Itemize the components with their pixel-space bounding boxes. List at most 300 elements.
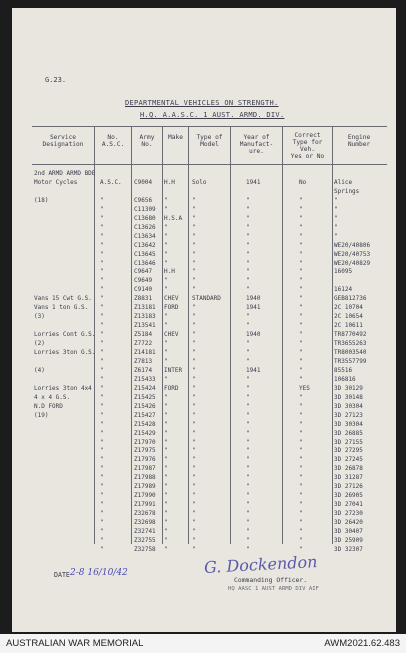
cell-army: C13645 <box>134 250 156 258</box>
cell-engine: 3D 27230 <box>334 510 363 518</box>
cell-army: Z14181 <box>134 349 156 356</box>
cell-engine: 3D 30148 <box>334 393 363 401</box>
cell-engine: 2C 10611 <box>334 322 363 330</box>
cell-no: " <box>100 286 104 294</box>
cell-no: " <box>100 196 104 204</box>
cell-engine: 3D 26420 <box>334 519 363 527</box>
cell-year: " <box>246 519 250 527</box>
cell-army: Z17975 <box>134 447 156 455</box>
archive-caption-bar <box>0 634 406 653</box>
file-reference: G.23. <box>45 76 67 84</box>
cell-engine: 3D 30304 <box>334 420 363 428</box>
cell-engine: " <box>334 196 338 204</box>
cell-no: " <box>100 545 104 553</box>
cell-army: Z15433 <box>134 375 156 383</box>
cell-correct: " <box>299 286 303 294</box>
cell-correct: " <box>299 322 303 330</box>
cell-year: " <box>246 447 250 455</box>
cell-correct: YES <box>299 384 310 392</box>
cell-type: " <box>192 375 196 383</box>
archive-name: AUSTRALIAN WAR MEMORIAL <box>6 638 144 649</box>
table-row <box>12 251 396 260</box>
cell-year: 1940 <box>246 295 261 303</box>
cell-army: Z5184 <box>134 331 153 339</box>
cell-engine: WE20/40829 <box>334 259 371 267</box>
cell-army: Z15429 <box>134 429 156 437</box>
cell-no: " <box>100 295 104 303</box>
cell-no: " <box>100 241 104 249</box>
cell-no: " <box>100 349 104 356</box>
cell-army: C13646 <box>134 259 156 267</box>
cell-year: 1941 <box>246 178 261 186</box>
cell-year: " <box>246 232 250 240</box>
table-row <box>12 430 396 439</box>
cell-army: C9140 <box>134 286 153 294</box>
cell-year: " <box>246 420 250 428</box>
cell-no: " <box>100 474 104 482</box>
cell-make: " <box>164 429 168 437</box>
cell-year: " <box>246 205 250 213</box>
table-row <box>12 519 396 528</box>
cell-type: " <box>192 250 196 258</box>
cell-correct: " <box>299 349 303 356</box>
cell-army: Z17990 <box>134 492 156 500</box>
table-row <box>12 179 396 188</box>
cell-year: " <box>246 429 250 437</box>
cell-engine: GEB812736 <box>334 295 367 303</box>
table-row <box>12 215 396 224</box>
cell-army: C9004 <box>134 178 153 186</box>
cell-army: C13626 <box>134 223 156 231</box>
cell-engine: 3D 32307 <box>334 545 363 553</box>
cell-engine: TR8770492 <box>334 331 367 339</box>
cell-no: " <box>100 492 104 500</box>
table-row <box>12 349 396 358</box>
cell-make: " <box>164 492 168 500</box>
cell-army: C9647 <box>134 268 153 276</box>
cell-make: CHEV <box>164 295 179 303</box>
cell-correct: " <box>299 205 303 213</box>
cell-army: Z13541 <box>134 322 156 330</box>
table-row <box>12 501 396 510</box>
cell-designation: Vans 1 ton G.S. <box>34 304 89 312</box>
handwritten-date: 2-8 16/10/42 <box>70 568 128 578</box>
cell-army: Z7722 <box>134 340 153 348</box>
cell-year: " <box>246 375 250 383</box>
cell-designation: N.D FORD <box>34 402 63 410</box>
cell-no: " <box>100 304 104 312</box>
table-row <box>12 233 396 242</box>
cell-make: " <box>164 196 168 204</box>
table-row <box>12 170 396 179</box>
cell-year: " <box>246 250 250 258</box>
cell-no: " <box>100 420 104 428</box>
table-row <box>12 242 396 251</box>
table-row <box>12 394 396 403</box>
cell-make: " <box>164 277 168 285</box>
cell-make: H.H <box>164 178 175 186</box>
cell-type: " <box>192 519 196 527</box>
cell-make: H.H <box>164 268 175 276</box>
cell-army: C13642 <box>134 241 156 249</box>
cell-correct: " <box>299 438 303 446</box>
cell-correct: " <box>299 536 303 544</box>
cell-engine: 3D 30129 <box>334 384 363 392</box>
cell-no: " <box>100 277 104 285</box>
table-row <box>12 403 396 412</box>
cell-make: " <box>164 402 168 410</box>
header-correct-type: Correct Type for Veh. Yes or No <box>290 132 325 160</box>
cell-year: " <box>246 223 250 231</box>
cell-make: FORD <box>164 384 179 392</box>
cell-no: " <box>100 402 104 410</box>
signatory-stamp: HQ AASC 1 AUST ARMD DIV AIF <box>228 586 319 592</box>
table-row <box>12 268 396 277</box>
cell-no: " <box>100 510 104 518</box>
cell-make: " <box>164 420 168 428</box>
cell-no: " <box>100 447 104 455</box>
cell-engine: 3D 27155 <box>334 438 363 446</box>
cell-no: " <box>100 214 104 222</box>
cell-no: " <box>100 223 104 231</box>
cell-army: Z8831 <box>134 295 153 303</box>
cell-make: " <box>164 375 168 383</box>
cell-year: " <box>246 456 250 464</box>
cell-year: " <box>246 313 250 321</box>
cell-correct: " <box>299 268 303 276</box>
cell-year: " <box>246 259 250 267</box>
cell-year: " <box>246 393 250 401</box>
cell-type: " <box>192 393 196 401</box>
cell-correct: " <box>299 232 303 240</box>
cell-type: " <box>192 420 196 428</box>
cell-army: Z15426 <box>134 402 156 410</box>
cell-correct: " <box>299 474 303 482</box>
cell-type: " <box>192 304 196 312</box>
cell-engine: Springs <box>334 187 360 195</box>
cell-army: Z17970 <box>134 438 156 446</box>
cell-make: " <box>164 536 168 544</box>
cell-army: C11309 <box>134 205 156 213</box>
document-subtitle: H.Q. A.A.S.C. 1 AUST. ARMD. DIV. <box>140 111 285 119</box>
cell-year: " <box>246 277 250 285</box>
cell-type: " <box>192 322 196 330</box>
cell-army: C9656 <box>134 196 153 204</box>
cell-year: 1941 <box>246 366 261 374</box>
cell-make: " <box>164 474 168 482</box>
cell-engine: 2C 10654 <box>334 313 363 321</box>
table-header-rule <box>32 164 387 165</box>
cell-no: " <box>100 340 104 348</box>
cell-army: Z32698 <box>134 519 156 527</box>
cell-engine: 3D 26885 <box>334 429 363 437</box>
cell-make: " <box>164 393 168 401</box>
cell-correct: " <box>299 545 303 553</box>
cell-year: " <box>246 268 250 276</box>
cell-army: Z15424 <box>134 384 156 392</box>
cell-engine: 3D 30304 <box>334 402 363 410</box>
cell-make: " <box>164 501 168 509</box>
cell-type: " <box>192 536 196 544</box>
cell-year: " <box>246 340 250 348</box>
cell-type: " <box>192 357 196 365</box>
cell-year: " <box>246 384 250 392</box>
header-type-model: Type of Model <box>196 134 223 148</box>
table-row <box>12 492 396 501</box>
cell-year: " <box>246 465 250 473</box>
cell-correct: " <box>299 528 303 535</box>
cell-correct: " <box>299 304 303 312</box>
cell-type: " <box>192 241 196 249</box>
cell-make: " <box>164 519 168 527</box>
cell-engine: TR8003540 <box>334 349 367 356</box>
cell-year: " <box>246 241 250 249</box>
cell-type: " <box>192 492 196 500</box>
cell-make: " <box>164 545 168 553</box>
cell-type: " <box>192 545 196 553</box>
cell-correct: " <box>299 223 303 231</box>
cell-year: " <box>246 510 250 518</box>
cell-type: " <box>192 528 196 535</box>
cell-no: " <box>100 411 104 419</box>
cell-year: 1941 <box>246 304 261 312</box>
header-service-designation: Service Designation <box>42 134 84 148</box>
cell-correct: " <box>299 340 303 348</box>
cell-correct: " <box>299 366 303 374</box>
cell-type: STANDARD <box>192 295 221 303</box>
cell-engine: " <box>334 205 338 213</box>
cell-army: Z15427 <box>134 411 156 419</box>
cell-year: " <box>246 402 250 410</box>
cell-make: " <box>164 286 168 294</box>
cell-year: " <box>246 483 250 491</box>
cell-engine: 3D 27245 <box>334 456 363 464</box>
cell-correct: " <box>299 402 303 410</box>
cell-no: " <box>100 268 104 276</box>
cell-army: Z7813 <box>134 357 153 365</box>
table-row <box>12 465 396 474</box>
cell-correct: " <box>299 465 303 473</box>
cell-engine: 3D 26905 <box>334 492 363 500</box>
table-row <box>12 260 396 269</box>
cell-type: " <box>192 501 196 509</box>
cell-correct: " <box>299 196 303 204</box>
cell-engine: 3D 30407 <box>334 528 363 535</box>
cell-year: " <box>246 357 250 365</box>
cell-engine: 3D 27123 <box>334 411 363 419</box>
cell-army: C13634 <box>134 232 156 240</box>
cell-make: " <box>164 510 168 518</box>
cell-no: " <box>100 393 104 401</box>
cell-type: " <box>192 349 196 356</box>
cell-type: " <box>192 447 196 455</box>
cell-year: " <box>246 501 250 509</box>
signatory-title: Commanding Officer. <box>234 576 308 584</box>
table-row <box>12 286 396 295</box>
cell-engine: " <box>334 223 338 231</box>
cell-no: " <box>100 483 104 491</box>
cell-designation: Lorries Cont G.S. <box>34 331 96 339</box>
cell-designation: (3) <box>34 313 45 321</box>
cell-type: " <box>192 510 196 518</box>
table-row <box>12 439 396 448</box>
cell-no: " <box>100 536 104 544</box>
cell-designation: 4 x 4 G.S. <box>34 393 71 401</box>
cell-type: " <box>192 340 196 348</box>
table-row <box>12 188 396 197</box>
cell-army: Z15425 <box>134 393 156 401</box>
cell-make: " <box>164 259 168 267</box>
cell-engine: 3D 31287 <box>334 474 363 482</box>
cell-correct: " <box>299 241 303 249</box>
cell-correct: " <box>299 250 303 258</box>
cell-correct: " <box>299 510 303 518</box>
cell-army: Z17976 <box>134 456 156 464</box>
cell-correct: " <box>299 214 303 222</box>
cell-correct: " <box>299 259 303 267</box>
header-engine-number: Engine Number <box>347 134 371 148</box>
cell-correct: " <box>299 420 303 428</box>
table-row <box>12 224 396 233</box>
cell-type: " <box>192 429 196 437</box>
cell-type: " <box>192 384 196 392</box>
cell-correct: " <box>299 429 303 437</box>
cell-no: " <box>100 501 104 509</box>
table-row <box>12 340 396 349</box>
cell-engine: 3D 26878 <box>334 465 363 473</box>
cell-no: " <box>100 384 104 392</box>
cell-make: " <box>164 349 168 356</box>
date-label: DATE <box>54 571 70 579</box>
cell-designation: Vans 15 Cwt G.S. <box>34 295 92 303</box>
table-row <box>12 537 396 546</box>
cell-correct: " <box>299 295 303 303</box>
cell-type: " <box>192 214 196 222</box>
cell-type: " <box>192 232 196 240</box>
cell-type: " <box>192 456 196 464</box>
cell-year: " <box>246 536 250 544</box>
cell-army: Z15428 <box>134 420 156 428</box>
cell-engine: Alice <box>334 178 353 186</box>
cell-designation: Motor Cycles <box>34 178 78 186</box>
table-row <box>12 421 396 430</box>
document-title: DEPARTMENTAL VEHICLES ON STRENGTH. <box>125 99 279 107</box>
table-row <box>12 510 396 519</box>
cell-no: " <box>100 429 104 437</box>
cell-year: " <box>246 286 250 294</box>
cell-engine: 2C 10704 <box>334 304 363 312</box>
table-row <box>12 385 396 394</box>
cell-make: INTER <box>164 366 183 374</box>
table-top-rule <box>32 126 387 127</box>
cell-type: " <box>192 438 196 446</box>
cell-correct: " <box>299 277 303 285</box>
document-page <box>12 8 396 632</box>
cell-army: Z17988 <box>134 474 156 482</box>
cell-make: " <box>164 313 168 321</box>
cell-correct: " <box>299 411 303 419</box>
cell-year: " <box>246 214 250 222</box>
table-row <box>12 367 396 376</box>
cell-engine: TR3557799 <box>334 357 367 365</box>
cell-correct: " <box>299 519 303 527</box>
cell-correct: " <box>299 492 303 500</box>
cell-type: " <box>192 223 196 231</box>
cell-no: " <box>100 313 104 321</box>
cell-army: C13680 <box>134 214 156 222</box>
cell-no: " <box>100 366 104 374</box>
cell-make: FORD <box>164 304 179 312</box>
cell-type: " <box>192 205 196 213</box>
table-row <box>12 412 396 421</box>
cell-engine: 85516 <box>334 366 353 374</box>
table-row <box>12 206 396 215</box>
table-row <box>12 456 396 465</box>
table-row <box>12 197 396 206</box>
cell-year: " <box>246 492 250 500</box>
cell-army: Z32758 <box>134 545 156 553</box>
cell-army: Z13181 <box>134 304 156 312</box>
cell-make: " <box>164 456 168 464</box>
cell-engine: WE20/40753 <box>334 250 371 258</box>
cell-engine: 106816 <box>334 375 356 383</box>
cell-correct: " <box>299 313 303 321</box>
cell-no: A.S.C. <box>100 178 122 186</box>
cell-army: Z13183 <box>134 313 156 321</box>
cell-year: " <box>246 322 250 330</box>
cell-year: " <box>246 438 250 446</box>
cell-type: " <box>192 483 196 491</box>
cell-correct: " <box>299 393 303 401</box>
cell-year: " <box>246 196 250 204</box>
cell-correct: " <box>299 357 303 365</box>
table-row <box>12 546 396 555</box>
cell-type: " <box>192 313 196 321</box>
cell-correct: " <box>299 501 303 509</box>
cell-engine: 3D 27295 <box>334 447 363 455</box>
header-asc-no: No. A.S.C. <box>101 134 125 148</box>
cell-make: " <box>164 483 168 491</box>
cell-army: Z17991 <box>134 501 156 509</box>
cell-type: " <box>192 402 196 410</box>
cell-type: Solo <box>192 178 207 186</box>
cell-make: " <box>164 241 168 249</box>
cell-correct: " <box>299 375 303 383</box>
cell-no: " <box>100 357 104 365</box>
table-row <box>12 322 396 331</box>
cell-designation: 2nd ARMD ARMD BDE <box>34 170 96 177</box>
cell-type: " <box>192 277 196 285</box>
cell-year: " <box>246 411 250 419</box>
cell-type: " <box>192 411 196 419</box>
accession-number: AWM2021.62.483 <box>324 638 400 649</box>
handwritten-signature: G. Dockendon <box>203 552 318 577</box>
cell-no: " <box>100 456 104 464</box>
cell-engine: WE20/40806 <box>334 241 371 249</box>
cell-make: " <box>164 322 168 330</box>
cell-no: " <box>100 250 104 258</box>
cell-type: " <box>192 268 196 276</box>
table-row <box>12 313 396 322</box>
cell-make: " <box>164 411 168 419</box>
header-army-no: Army No. <box>139 134 155 148</box>
cell-make: " <box>164 465 168 473</box>
cell-type: " <box>192 465 196 473</box>
cell-make: " <box>164 250 168 258</box>
cell-engine: " <box>334 232 338 240</box>
cell-designation: Lorries 3ton 4x4 <box>34 384 92 392</box>
table-row <box>12 447 396 456</box>
